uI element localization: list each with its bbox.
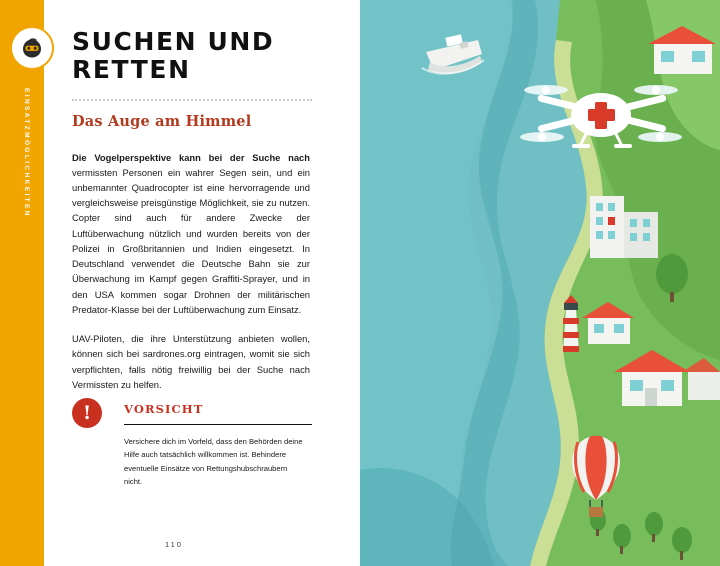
article-subtitle: Das Auge am Himmel xyxy=(72,112,252,130)
exclamation-icon: ! xyxy=(72,398,102,428)
warning-title: VORSICHT xyxy=(124,402,204,416)
article-body xyxy=(72,150,310,393)
paragraph-1 xyxy=(72,150,310,318)
title-divider xyxy=(72,99,312,101)
lighthouse xyxy=(563,295,579,352)
paragraph-2: UAV-Piloten, die ihre Unterstützung anbieten wollen, können sich bei sardrones.org eintragen, womit sie sich verpflichten, falls nötig freiwillig bei der Suche nach Vermissten zu helfen. xyxy=(72,333,310,390)
illustration-panel xyxy=(360,0,720,566)
warning-text: Versichere dich im Vorfeld, dass den Behörden deine Hilfe auch tatsächlich willkommen ist. Behindere eventuelle Einsätze von Rettungshubschraubern nicht. xyxy=(124,437,303,486)
warning-content xyxy=(124,402,312,488)
article-content xyxy=(72,28,312,406)
warning-divider xyxy=(124,424,312,425)
page-title: SUCHEN UND RETTEN xyxy=(72,27,275,85)
diver-helmet-icon xyxy=(10,26,54,70)
paragraph-1-rest: vermissten Personen ein wahrer Segen sein, und ein unbemannter Quadrocopter ist eine hervorragende und vergleichsweise preisgünstige Möglichkeit, sie zu nutzen. Copter sind auch für andere Zwecke der Luftüberwachung nützlich und wurden bereits von der Polizei in Großbritannien und Indien eingesetzt. In Deutschland verwendet die Deutsche Bahn sie zur Überwachung im Kampf gegen Graffiti-Sprayer, und in den USA kommen sogar Drohnen der militärischen Predator-Klasse bei der Luftüberwachung zum Einsatz. xyxy=(72,166,310,315)
paragraph-lead: Die Vogelperspektive kann bei der Suche nach xyxy=(72,151,310,163)
sidebar-section-label: EINSATZMÖGLICHKEITEN xyxy=(23,88,30,218)
sidebar-accent-bar xyxy=(0,0,44,566)
page-number: 110 xyxy=(165,540,183,549)
